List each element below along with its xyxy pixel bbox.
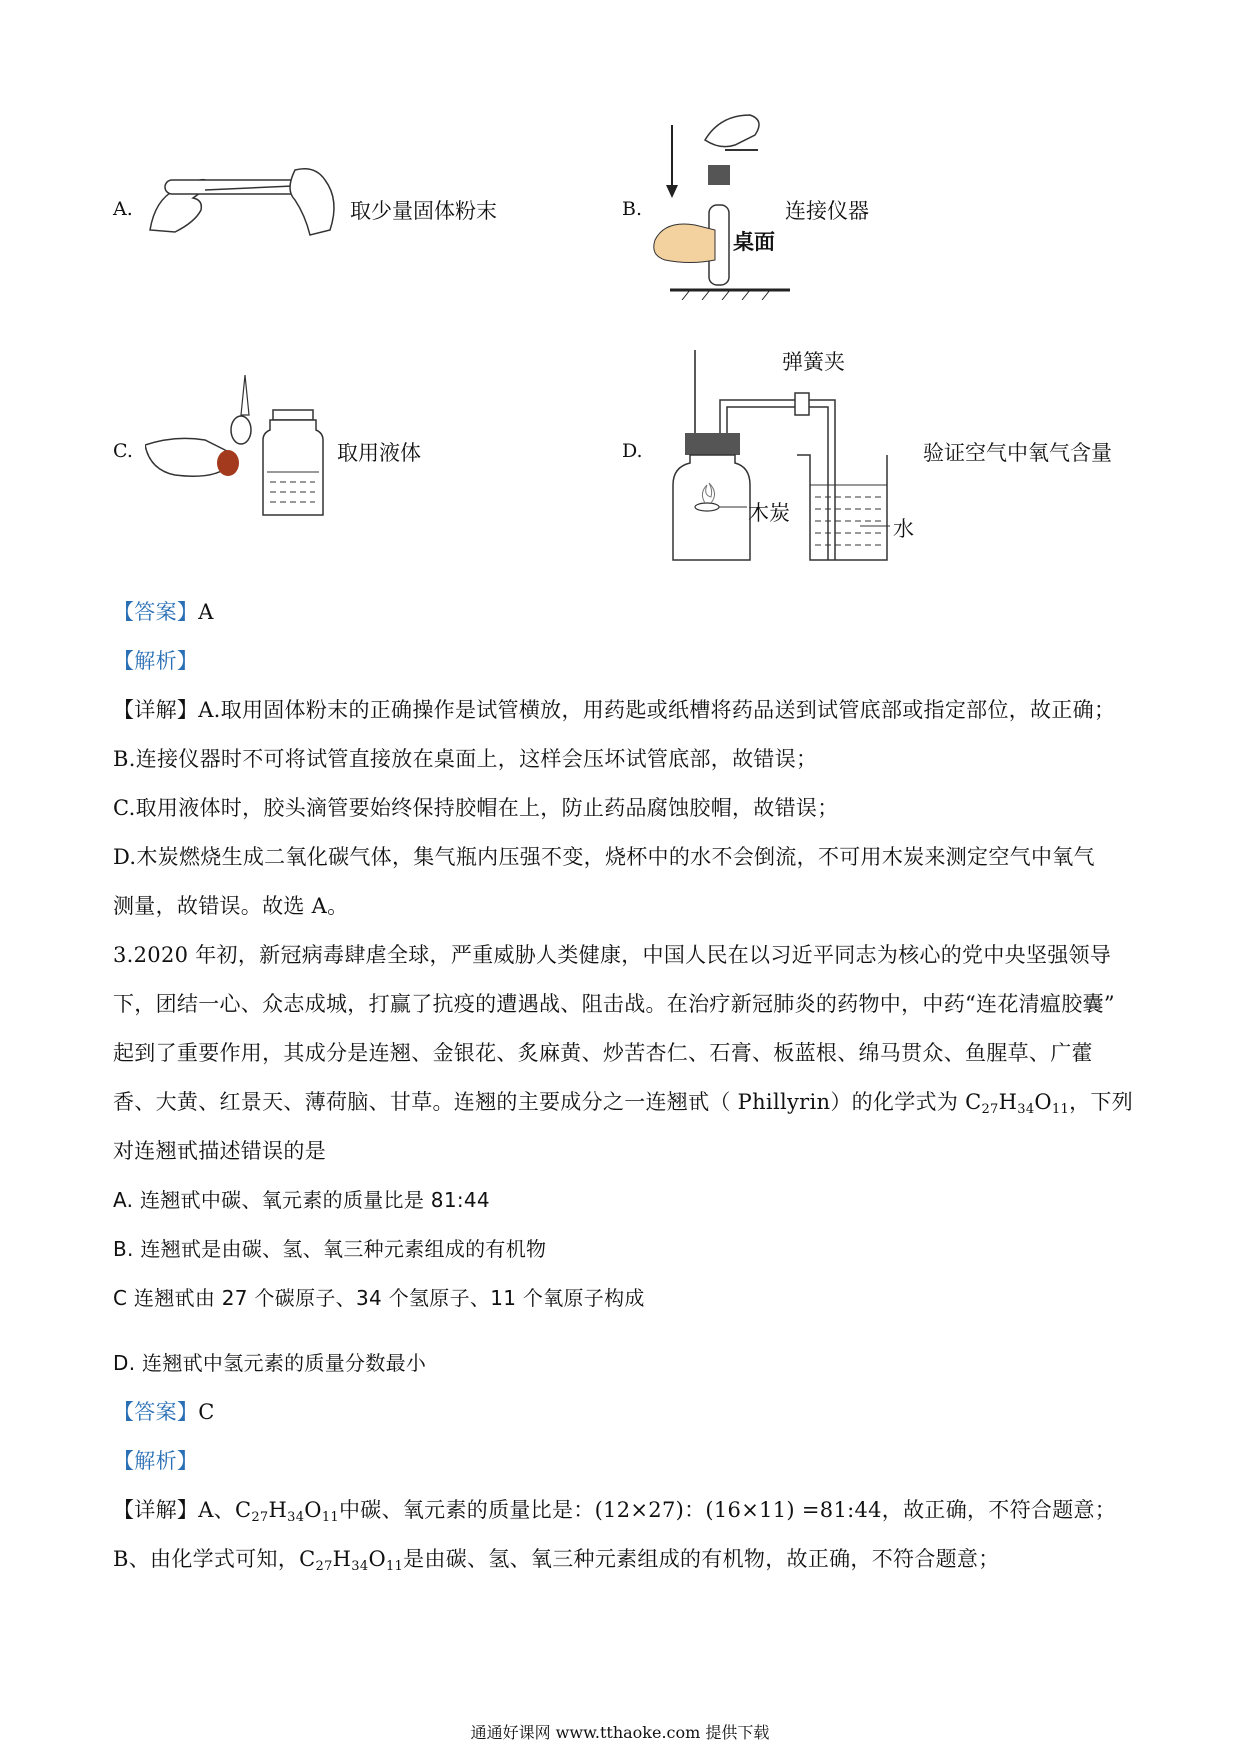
option-a-letter: A. (113, 198, 133, 220)
option-d-letter: D. (622, 440, 643, 462)
option-c-text: 取用液体 (337, 441, 421, 465)
label-spring-clip: 弹簧夹 (782, 350, 845, 374)
q3-option-d: D. 连翘甙中氢元素的质量分数最小 (113, 1351, 427, 1375)
option-c-letter: C. (113, 440, 133, 462)
q3-stem-line4: 香、大黄、红景天、薄荷脑、甘草。连翘的主要成分之一连翘甙（ Phillyrin）的化学式为 $C_{27}H_{34}O_{11}$，下列 (113, 1090, 1133, 1117)
figure-b-connect-instrument (650, 110, 790, 300)
q2-detail-line5: 测量，故错误。故选 A。 (113, 894, 349, 918)
q3-option-a: A. 连翘甙中碳、氧元素的质量比是 81:44 (113, 1188, 490, 1212)
q3-stem-line5: 对连翘甙描述错误的是 (113, 1139, 326, 1163)
q2-detail-line2: B.连接仪器时不可将试管直接放在桌面上，这样会压坏试管底部，故错误； (113, 747, 818, 771)
q2-analysis-label: 【解析】 (113, 649, 199, 673)
option-a-text: 取少量固体粉末 (350, 199, 497, 223)
figure-a-solid-powder (145, 160, 345, 240)
page-footer: 通通好课网 www.tthaoke.com 提供下载 (470, 1723, 770, 1742)
q3-option-b: B. 连翘甙是由碳、氢、氧三种元素组成的有机物 (113, 1237, 547, 1261)
q3-analysis-label: 【解析】 (113, 1449, 199, 1473)
q3-stem-line1: 3.2020 年初，新冠病毒肆虐全球，严重威胁人类健康，中国人民在以习近平同志为核心的党中央坚强领导 (113, 943, 1112, 967)
option-b-text: 连接仪器 (785, 199, 869, 223)
q3-answer: 【答案】C (113, 1400, 215, 1424)
q3-detail-b: B、由化学式可知，$C_{27}H_{34}O_{11}$是由碳、氢、氧三种元素组成的有机物，故正确，不符合题意； (113, 1547, 1000, 1574)
option-d-text: 验证空气中氧气含量 (923, 441, 1112, 465)
q3-stem-line3: 起到了重要作用，其成分是连翘、金银花、炙麻黄、炒苦杏仁、石膏、板蓝根、绵马贯众、鱼腥草、广藿 (113, 1041, 1093, 1065)
q3-option-c: C 连翘甙由 27 个碳原子、34 个氢原子、11 个氧原子构成 (113, 1286, 645, 1310)
figure-d-oxygen-apparatus (665, 345, 925, 565)
q2-detail-line1: 【详解】A.取用固体粉末的正确操作是试管横放，用药匙或纸槽将药品送到试管底部或指定部位，故正确； (113, 698, 1116, 722)
q3-detail-a: 【详解】A、$C_{27}H_{34}O_{11}$中碳、氧元素的质量比是：(12×27)：(16×11) =81:44，故正确，不符合题意； (113, 1498, 1117, 1525)
label-water: 水 (893, 517, 914, 541)
option-b-letter: B. (622, 198, 643, 220)
q2-detail-line3: C.取用液体时，胶头滴管要始终保持胶帽在上，防止药品腐蚀胶帽，故错误； (113, 796, 839, 820)
q3-stem-line2: 下，团结一心、众志成城，打赢了抗疫的遭遇战、阻击战。在治疗新冠肺炎的药物中，中药“连花清瘟胶囊” (113, 992, 1115, 1016)
label-charcoal: 木炭 (748, 501, 790, 525)
label-desk: 桌面 (733, 230, 775, 254)
q2-answer: 【答案】A (113, 600, 214, 624)
figure-c-dropper (145, 375, 335, 520)
q2-detail-line4: D.木炭燃烧生成二氧化碳气体，集气瓶内压强不变，烧杯中的水不会倒流，不可用木炭来测定空气中氧气 (113, 845, 1095, 869)
